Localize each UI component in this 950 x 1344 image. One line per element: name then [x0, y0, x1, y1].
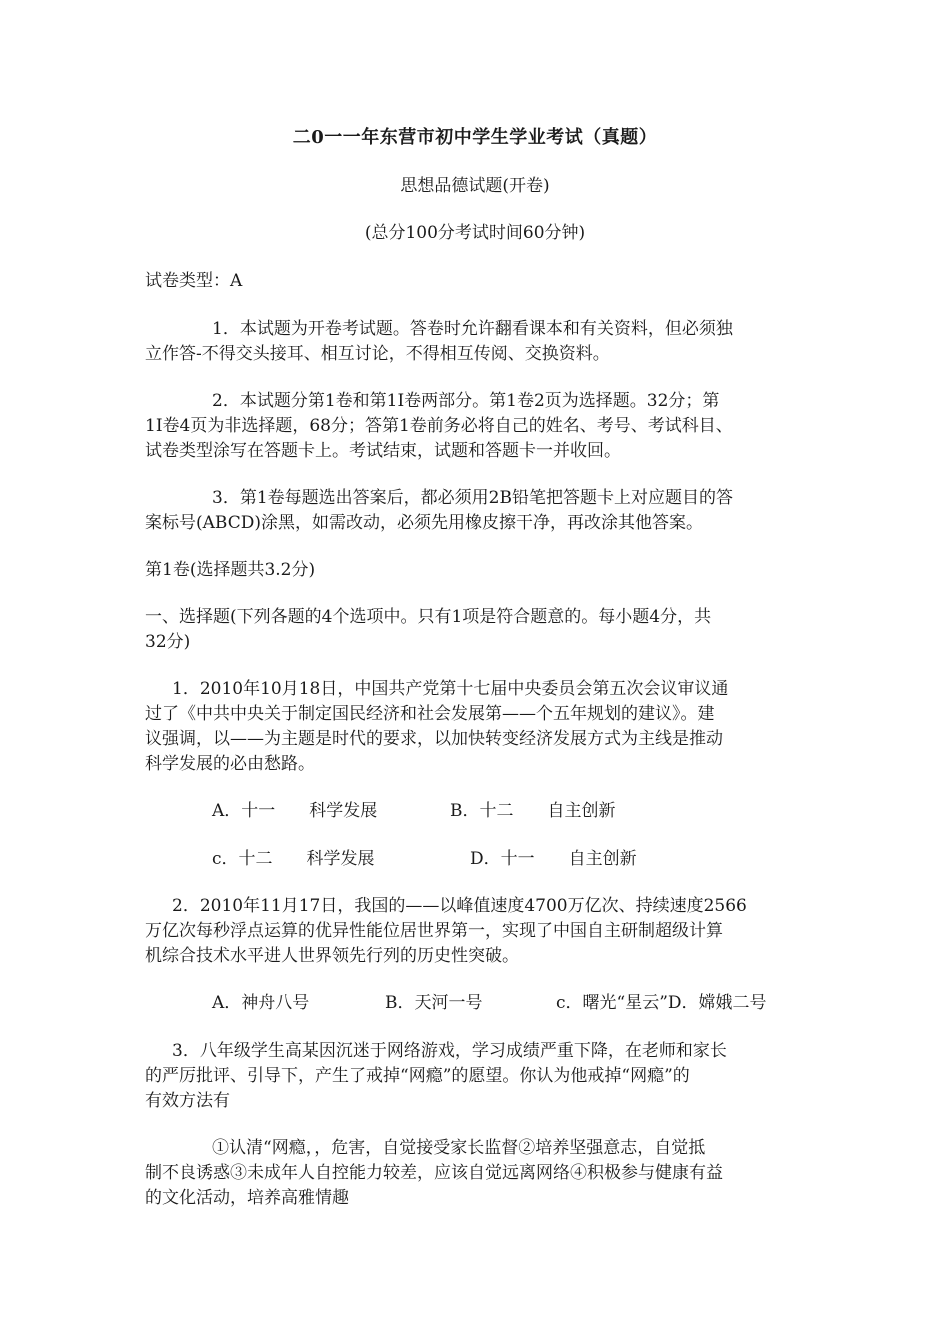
- q2-line-2: 万亿次每秒浮点运算的优异性能位居世界第一，实现了中国自主研制超级计算: [145, 921, 723, 941]
- exam-subtitle: 思想品德试题(开卷): [400, 176, 550, 196]
- instruction-2-line-2: 1I卷4页为非选择题，68分；答第1卷前务必将自己的姓名、考号、考试科目、: [145, 416, 733, 436]
- q3-statement-line-1: ①认清“网瘾，，危害，自觉接受家长监督②培养坚强意志，自觉抵: [212, 1138, 706, 1158]
- instruction-1-line-1: 1．本试题为开卷考试题。答卷时允许翻看课本和有关资料，但必须独: [212, 319, 733, 339]
- q3-line-3: 有效方法有: [145, 1091, 230, 1111]
- exam-title: 二0一一年东营市初中学生学业考试（真题）: [292, 127, 658, 148]
- q1-option-d: D．十一 自主创新: [470, 849, 637, 869]
- q1-option-c: c．十二 科学发展: [212, 849, 375, 869]
- q1-option-b: B．十二 自主创新: [450, 801, 616, 821]
- question-heading-line-1: 一、选择题(下列各题的4个选项中。只有1项是符合题意的。每小题4分，共: [145, 607, 712, 627]
- q2-line-3: 机综合技术水平进人世界领先行列的历史性突破。: [145, 946, 519, 966]
- instruction-2-line-1: 2．本试题分第1卷和第1I卷两部分。第1卷2页为选择题。32分；第: [212, 391, 720, 411]
- instruction-1-line-2: 立作答-不得交头接耳、相互讨论，不得相互传阅、交换资料。: [145, 344, 610, 364]
- q2-line-1: 2．2010年11月17日，我国的——以峰值速度4700万亿次、持续速度2566: [172, 896, 747, 916]
- part-heading: 第1卷(选择题共3.2分): [145, 560, 316, 580]
- q3-line-2: 的严厉批评、引导下，产生了戒掉“网瘾”的愿望。你认为他戒掉“网瘾”的: [145, 1066, 690, 1086]
- instruction-3-line-2: 案标号(ABCD)涂黑，如需改动，必须先用橡皮擦干净，再改涂其他答案。: [145, 513, 703, 533]
- q1-line-1: 1．2010年10月18日，中国共产党第十七届中央委员会第五次会议审议通: [172, 679, 729, 699]
- q3-line-1: 3．八年级学生高某因沉迷于网络游戏，学习成绩严重下降，在老师和家长: [172, 1041, 727, 1061]
- question-heading-line-2: 32分): [145, 632, 191, 652]
- q1-line-4: 科学发展的必由愁路。: [145, 754, 315, 774]
- paper-type: 试卷类型：A: [145, 271, 243, 291]
- q2-option-cd: c．曙光“星云”D．嫦娥二号: [556, 993, 767, 1013]
- q3-statement-line-2: 制不良诱惑③未成年人自控能力较差，应该自觉远离网络④积极参与健康有益: [145, 1163, 723, 1183]
- exam-time-note: (总分100分考试时间60分钟): [364, 223, 586, 243]
- q2-option-b: B．天河一号: [385, 993, 483, 1013]
- q1-option-a: A．十一 科学发展: [212, 801, 378, 821]
- instruction-2-line-3: 试卷类型涂写在答题卡上。考试结束，试题和答题卡一并收回。: [145, 441, 621, 461]
- instruction-3-line-1: 3．第1卷每题选出答案后，都必须用2B铅笔把答题卡上对应题目的答: [212, 488, 733, 508]
- q1-line-3: 议强调，以——为主题是时代的要求，以加快转变经济发展方式为主线是推动: [145, 729, 723, 749]
- q3-statement-line-3: 的文化活动，培养高雅情趣: [145, 1188, 349, 1208]
- q1-line-2: 过了《中共中央关于制定国民经济和社会发展第——个五年规划的建议》。建: [145, 704, 715, 724]
- q2-option-a: A．神舟八号: [212, 993, 310, 1013]
